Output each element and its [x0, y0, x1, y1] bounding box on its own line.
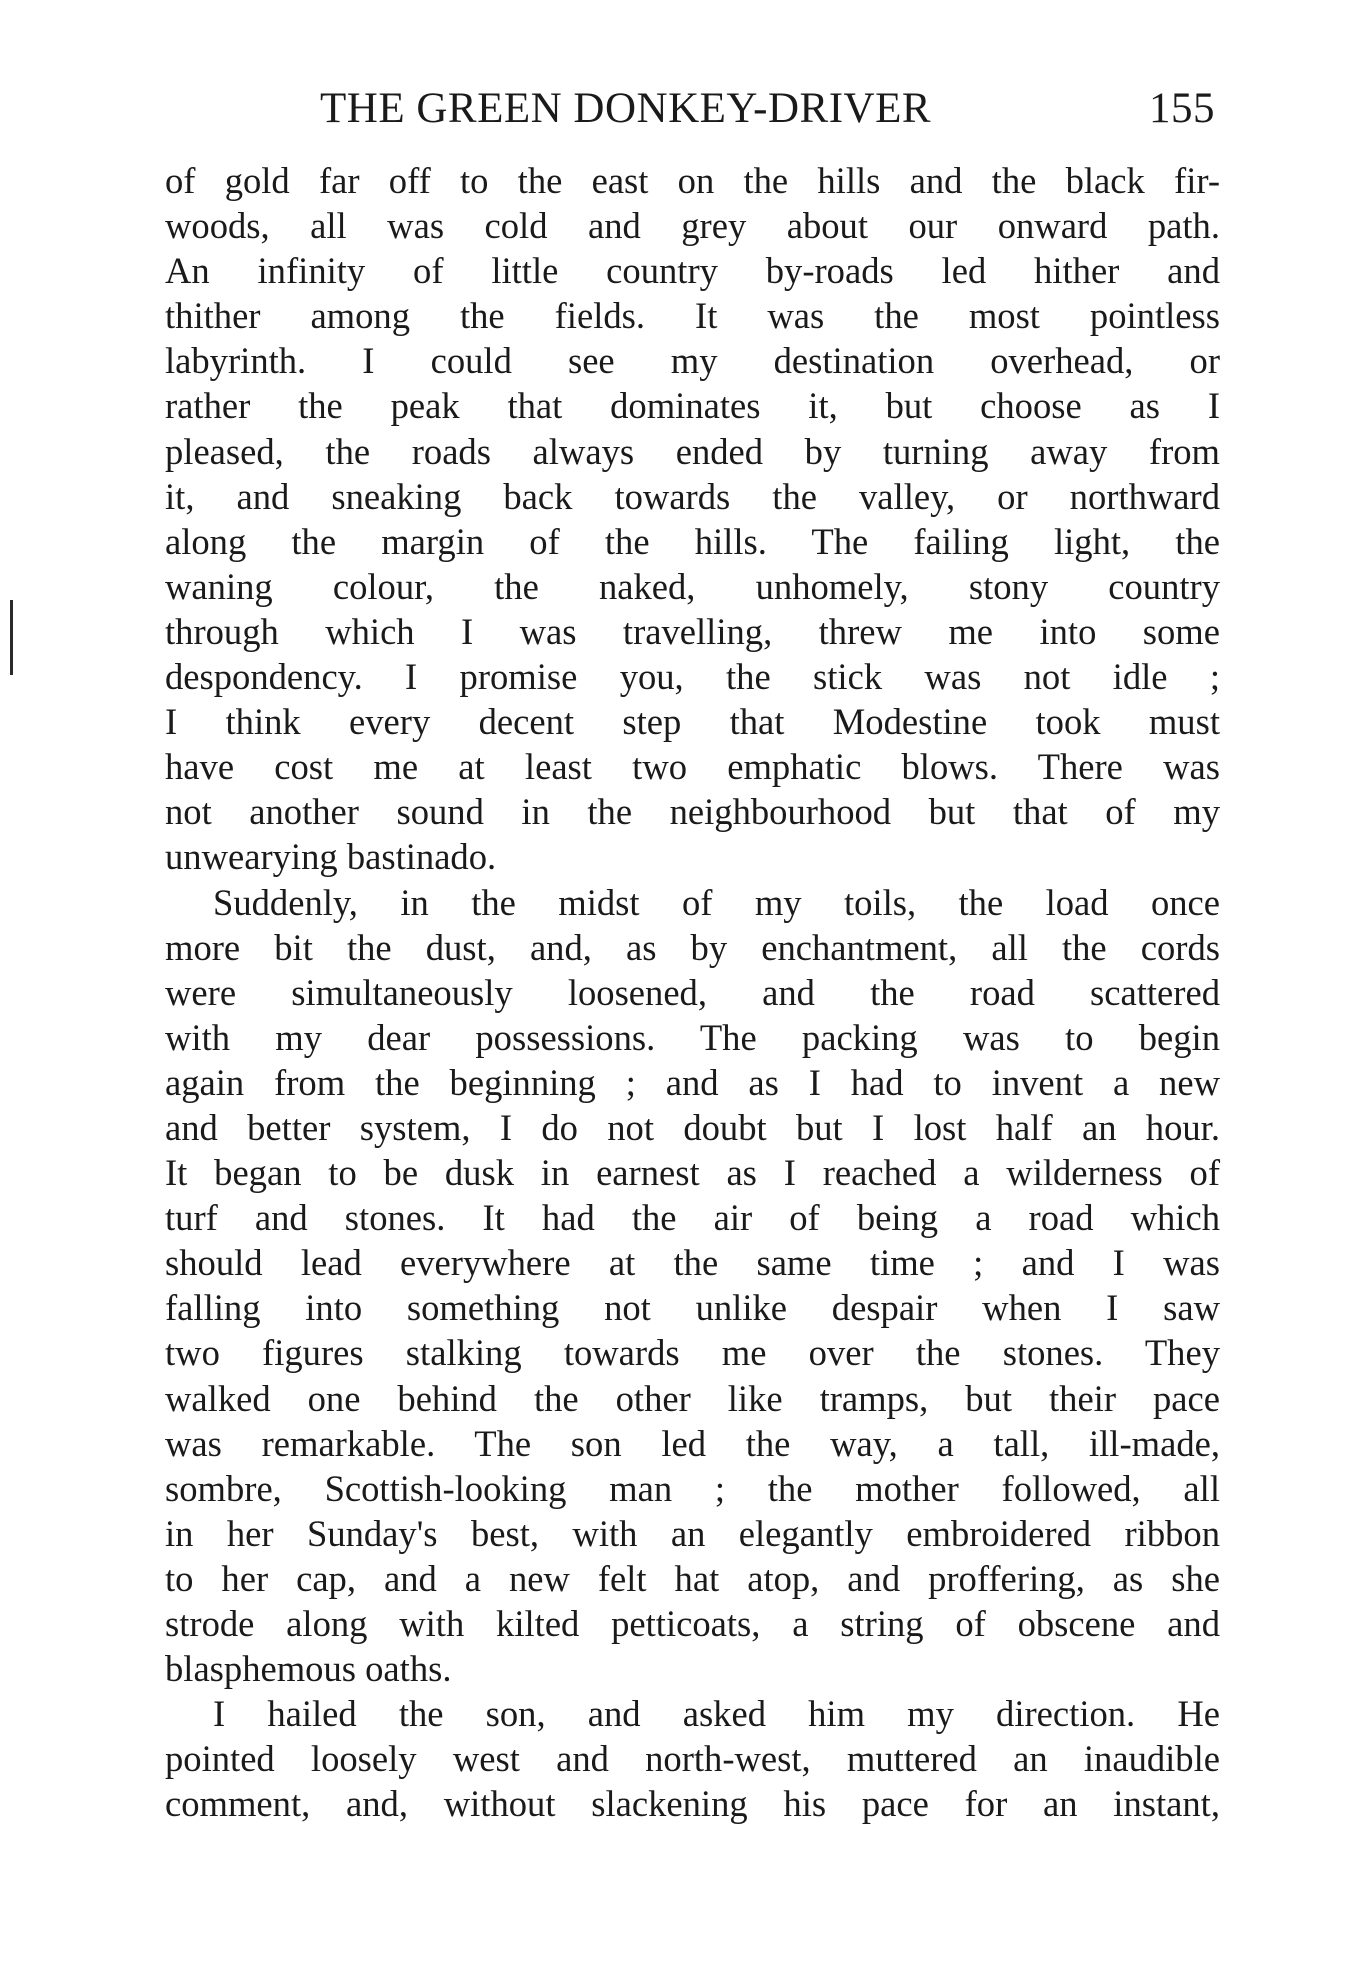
- text-line: should lead everywhere at the same time ; and I was: [165, 1242, 1220, 1284]
- text-line: pointed loosely west and north-west, muttered an inaudible: [165, 1738, 1220, 1780]
- text-line: and better system, I do not doubt but I lost half an hour.: [165, 1106, 1220, 1148]
- text-line: blasphemous oaths.: [165, 1648, 452, 1690]
- text-line: I hailed the son, and asked him my direction. He: [213, 1693, 1220, 1735]
- text-line: walked one behind the other like tramps, but their pace: [165, 1377, 1220, 1419]
- text-line: two figures stalking towards me over the stones. They: [165, 1332, 1220, 1374]
- text-line: more bit the dust, and, as by enchantment, all the cords: [165, 926, 1220, 968]
- body-text: [165, 158, 1220, 1826]
- text-line: woods, all was cold and grey about our onward path.: [165, 205, 1220, 247]
- text-line: Suddenly, in the midst of my toils, the load once: [213, 881, 1220, 923]
- text-line: I think every decent step that Modestine took must: [165, 701, 1220, 743]
- text-line: comment, and, without slackening his pace for an instant,: [165, 1783, 1220, 1825]
- text-line: falling into something not unlike despair when I saw: [165, 1287, 1220, 1329]
- text-line: It began to be dusk in earnest as I reached a wilderness of: [165, 1152, 1220, 1194]
- text-line: not another sound in the neighbourhood but that of my: [165, 791, 1220, 833]
- text-line: waning colour, the naked, unhomely, stony country: [165, 565, 1220, 607]
- text-line: despondency. I promise you, the stick was not idle ;: [165, 656, 1220, 698]
- text-line: to her cap, and a new felt hat atop, and proffering, as she: [165, 1557, 1220, 1599]
- text-line: pleased, the roads always ended by turning away from: [165, 430, 1220, 472]
- text-line: strode along with kilted petticoats, a string of obscene and: [165, 1603, 1220, 1644]
- text-line: thither among the fields. It was the most pointless: [165, 295, 1220, 337]
- page-number: 155: [1149, 85, 1215, 132]
- running-head: [320, 84, 1215, 140]
- margin-rule-mark: [10, 600, 13, 675]
- text-line: have cost me at least two emphatic blows. There was: [165, 746, 1220, 788]
- text-line: was remarkable. The son led the way, a tall, ill-made,: [165, 1422, 1220, 1464]
- text-line: again from the beginning ; and as I had to invent a new: [165, 1061, 1220, 1103]
- text-line: turf and stones. It had the air of being a road which: [165, 1197, 1220, 1239]
- text-line: of gold far off to the east on the hills and the black fir-: [165, 160, 1220, 201]
- text-line: were simultaneously loosened, and the road scattered: [165, 971, 1220, 1013]
- running-title: THE GREEN DONKEY-DRIVER: [320, 85, 932, 132]
- text-line: rather the peak that dominates it, but choose as I: [165, 385, 1220, 427]
- text-line: sombre, Scottish-looking man ; the mother followed, all: [165, 1467, 1220, 1509]
- text-line: through which I was travelling, threw me into some: [165, 610, 1220, 652]
- text-line: along the margin of the hills. The failing light, the: [165, 520, 1220, 562]
- text-line: An infinity of little country by-roads led hither and: [165, 250, 1220, 292]
- text-line: labyrinth. I could see my destination overhead, or: [165, 340, 1220, 382]
- text-line: unwearying bastinado.: [165, 836, 497, 878]
- text-line: with my dear possessions. The packing was to begin: [165, 1016, 1220, 1058]
- text-line: in her Sunday's best, with an elegantly embroidered ribbon: [165, 1512, 1220, 1554]
- text-line: it, and sneaking back towards the valley, or northward: [165, 475, 1220, 517]
